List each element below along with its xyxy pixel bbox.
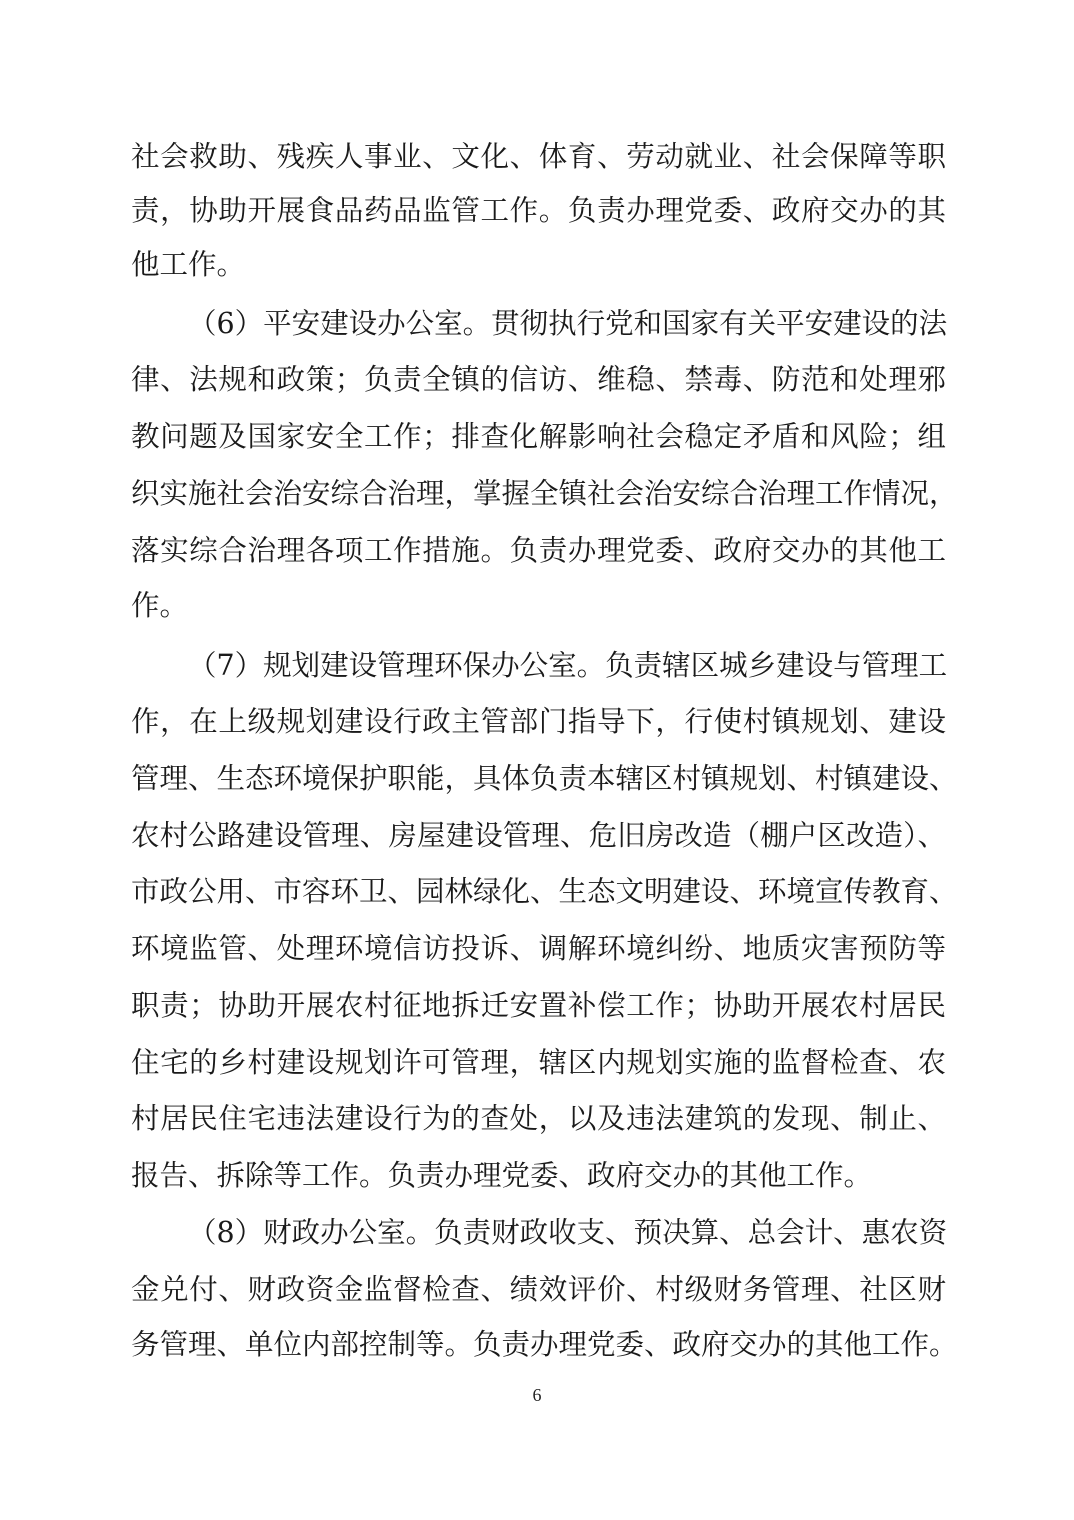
text-line: 责，协助开展食品药品监管工作。负责办理党委、政府交办的其	[131, 194, 946, 227]
text-line: 住宅的乡村建设规划许可管理，辖区内规划实施的监督检查、农	[131, 1046, 946, 1079]
text-line: （7）规划建设管理环保办公室。负责辖区城乡建设与管理工	[188, 649, 948, 682]
text-line: （8）财政办公室。负责财政收支、预决算、总会计、惠农资	[188, 1216, 948, 1249]
text-line: 环境监管、处理环境信访投诉、调解环境纠纷、地质灾害预防等	[131, 932, 946, 965]
text-line: 职责；协助开展农村征地拆迁安置补偿工作；协助开展农村居民	[131, 989, 946, 1022]
text-line: 律、法规和政策；负责全镇的信访、维稳、禁毒、防范和处理邪	[131, 363, 946, 396]
text-line: 管理、生态环境保护职能，具体负责本辖区村镇规划、村镇建设、	[131, 762, 958, 795]
page-number: 6	[532, 1385, 542, 1405]
text-line: 作，在上级规划建设行政主管部门指导下，行使村镇规划、建设	[131, 705, 946, 738]
text-line: 织实施社会治安综合治理，掌握全镇社会治安综合治理工作情况，	[131, 477, 958, 510]
text-line: 落实综合治理各项工作措施。负责办理党委、政府交办的其他工	[131, 534, 946, 567]
text-line: 市政公用、市容环卫、园林绿化、生态文明建设、环境宣传教育、	[131, 875, 958, 908]
text-line: （6）平安建设办公室。贯彻执行党和国家有关平安建设的法	[188, 307, 948, 340]
text-line: 作。	[131, 589, 189, 622]
text-line: 报告、拆除等工作。负责办理党委、政府交办的其他工作。	[131, 1159, 873, 1192]
text-line: 教问题及国家安全工作；排查化解影响社会稳定矛盾和风险；组	[131, 420, 946, 453]
text-line: 村居民住宅违法建设行为的查处，以及违法建筑的发现、制止、	[131, 1102, 946, 1135]
text-line: 金兑付、财政资金监督检查、绩效评价、村级财务管理、社区财	[131, 1273, 946, 1306]
text-line: 务管理、单位内部控制等。负责办理党委、政府交办的其他工作。	[131, 1328, 958, 1361]
text-line: 他工作。	[131, 248, 246, 281]
text-line: 农村公路建设管理、房屋建设管理、危旧房改造（棚户区改造）、	[131, 819, 946, 852]
text-line: 社会救助、残疾人事业、文化、体育、劳动就业、社会保障等职	[131, 140, 946, 173]
